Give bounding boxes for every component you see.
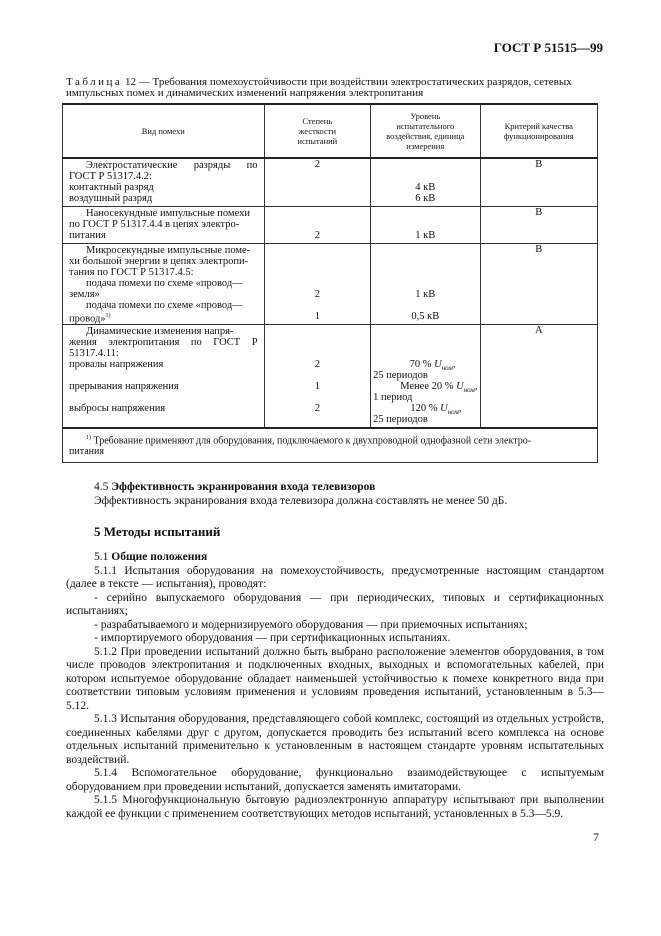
section-5-body: [66, 551, 604, 821]
bullet-1: - серийно выпускаемого оборудования — при периодических, типовых и сертификационных испытаниях;: [66, 591, 604, 617]
row3-type: Микросекундные импульсные поме- хи большой энергии в цепях электропи- тания по ГОСТ Р 51317.4.5: подача помехи по схеме «провод— земля» подача помехи по схеме «провод— провод»$^{1)}$: [63, 244, 265, 325]
header-level: Уровень испытательного воздействия, единица измерения: [371, 104, 480, 158]
row3-degree: 2 1: [264, 244, 371, 325]
table-row: [63, 207, 598, 244]
section-5-1-number: 5.1: [94, 551, 112, 563]
row2-type: Наносекундные импульсные помехи по ГОСТ Р 51317.4.4 в цепях электро- питания: [63, 207, 265, 244]
page-number: 7: [593, 830, 599, 844]
header-severity: Степень жесткости испытаний: [264, 104, 371, 158]
table-footnote: $^{1)}$ Требование применяют для оборудования, подключаемого к двухпроводной однофазной сети электро- питания: [63, 428, 598, 463]
requirements-table: [62, 103, 598, 463]
row3-criterion: В: [480, 244, 597, 325]
section-4-5: [94, 481, 604, 508]
paragraph-5-1-4: 5.1.4 Вспомогательное оборудование, функционально взаимодействующее с испытуемым оборудованием при проведении испытаний, допускается заменять имитаторами.: [66, 767, 604, 793]
row4-level: 70 % $U_{ном}$, 25 периодов Менее 20 % $U_{ном}$, 1 период 120 % $U_{ном}$, 25 периодов: [371, 325, 480, 429]
section-4-5-number: 4.5: [94, 481, 112, 493]
row4-degree: 2 1 2: [264, 325, 371, 429]
table-caption-text: 12 — Требования помехоустойчивости при воздействии электростатических разрядов, сетевых: [122, 76, 572, 88]
row2-degree: 2: [264, 207, 371, 244]
section-5-title: 5 Методы испытаний: [94, 524, 221, 539]
document-header: ГОСТ Р 51515—99: [493, 40, 603, 55]
header-criterion: Критерий качества функционирования: [480, 104, 597, 158]
table-footnote-row: [63, 428, 598, 463]
row4-criterion: А: [480, 325, 597, 429]
bullet-2: - разрабатываемого и модернизируемого оборудования — при приемочных испытаниях;: [94, 618, 528, 631]
row1-type: Электростатические разряды по ГОСТ Р 51317.4.2: контактный разряд воздушный разряд: [63, 158, 265, 207]
paragraph-5-1-3: 5.1.3 Испытания оборудования, представляющего собой комплекс, состоящий из отдельных устройств, соединенных кабелями друг с другом, допускается проводить без испытаний всего комплекса на основе отдельных испытаний применительно к установленным в настоящем стандарте уровням испытательных воздействий.: [66, 713, 604, 766]
paragraph-5-1-2: 5.1.2 При проведении испытаний должно быть выбрано расположение элементов оборудования, в том числе проводов электропитания и подключенных входных, выходных и вспомогательных кабелей, при котором испытуемое оборудование обладает наименьшей устойчивостью к помехе конкретного вида при соответствии типовым условиям применения и условиям проведения испытаний, установленным в 5.3—5.12.: [66, 645, 604, 712]
section-4-5-text: Эффективность экранирования входа телевизора должна составлять не менее 50 дБ.: [94, 494, 508, 507]
table-row: [63, 158, 598, 207]
row4-type: Динамические изменения напря- жения электропитания по ГОСТ Р 51317.4.11: провалы напряжения прерывания напряжения выбросы напряжения: [63, 325, 265, 429]
paragraph-5-1-5: 5.1.5 Многофункциональную бытовую радиоэлектронную аппаратуру испытывают при выполнении каждой ее функции с применением соответствующих методов испытаний, установленных в 5.3—5.9.: [66, 794, 604, 820]
table-caption: [66, 77, 606, 99]
table-row: [63, 244, 598, 325]
section-4-5-title: Эффективность экранирования входа телевизоров: [111, 481, 376, 493]
table-caption-line2: импульсных помех и динамических изменений напряжения электропитания: [66, 87, 424, 99]
bullet-3: - импортируемого оборудования — при сертификационных испытаниях.: [94, 632, 451, 644]
row2-criterion: В: [480, 207, 597, 244]
paragraph-5-1-1: 5.1.1 Испытания оборудования на помехоустойчивость, предусмотренные настоящим стандартом (далее в тексте — испытания), проводят:: [66, 564, 604, 590]
row2-level: 1 кВ: [371, 207, 480, 244]
row3-level: 1 кВ 0,5 кВ: [371, 244, 480, 325]
row1-criterion: В: [480, 158, 597, 207]
section-5-1-title: Общие положения: [111, 551, 208, 563]
row1-degree: 2: [264, 158, 371, 207]
table-header-row: [63, 104, 598, 158]
table-caption-label: Таблица: [66, 76, 123, 88]
header-interference-type: Вид помехи: [63, 104, 265, 158]
table-row: [63, 325, 598, 429]
row1-level: 4 кВ 6 кВ: [371, 158, 480, 207]
